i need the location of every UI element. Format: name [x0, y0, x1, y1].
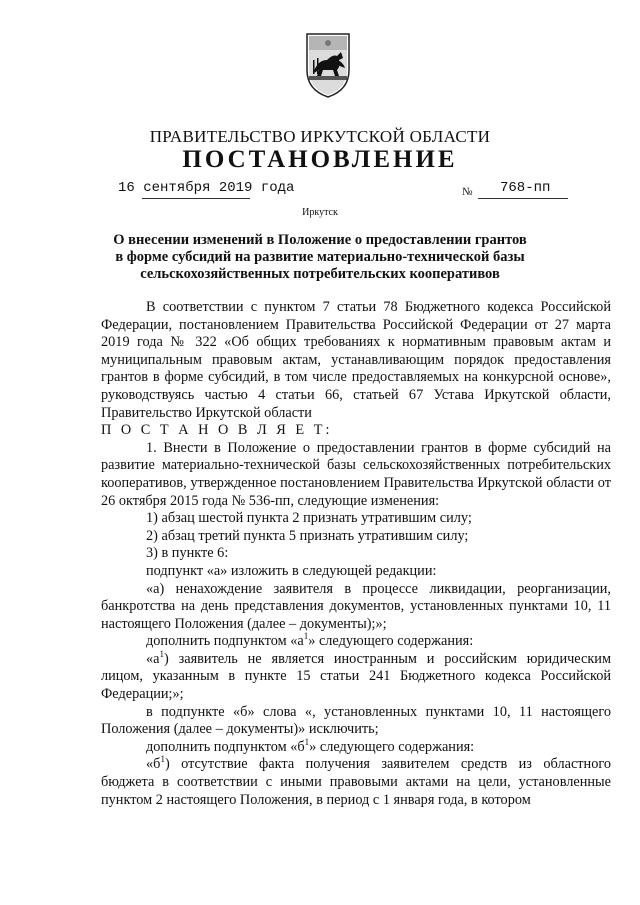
document-date: 16 сентября 2019 года: [118, 180, 295, 196]
city: Иркутск: [302, 207, 338, 218]
date-underline: [142, 198, 250, 199]
preamble-paragraph: В соответствии с пунктом 7 статьи 78 Бюджетного кодекса Российской Федерации, постановлением Правительства Российской Федерации от 27 марта 2019 года № 322 «Об общих требованиях к нормативным правовым актам и муниципальным правовым актам, устанавливающим порядок предоставления грантов в форме субсидий, в том числе предоставляемых на конкурсной основе», руководствуясь частью 4 статьи 66, статьей 67 Устава Иркутской области, Правительство Иркутской области: [101, 299, 611, 421]
subparagraph-a1-text: «$а^1$) заявитель не является иностранным и российским юридическим лицом, указанным в пункте 15 статьи 241 Бюджетного кодекса Российской Федерации;»;: [101, 649, 611, 703]
resolves-heading: П О С Т А Н О В Л Я Е Т:: [101, 422, 333, 439]
subparagraph-b1-text: «$б^1$) отсутствие факта получения заявителем средств из областного бюджета в соответствии с иными правовыми актами на цели, установленные пунктом 2 настоящего Положения, в период с 1 января года, в котором: [101, 754, 611, 808]
sub-item-2: 2) абзац третий пункта 5 признать утратившим силу;: [146, 527, 469, 544]
subparagraph-a-intro: подпункт «а» изложить в следующей редакции:: [146, 562, 437, 579]
subparagraph-a-text: «а) ненахождение заявителя в процессе ликвидации, реорганизации, банкротства на день представления документов, установленных пунктами 10, 11 настоящего Положения (далее – документы);»;: [101, 580, 611, 632]
document-title: О внесении изменений в Положение о предоставлении грантов в форме субсидий на развитие материально-технической базы сельскохозяйственных потребительских кооперативов: [113, 232, 527, 282]
subparagraph-b1-intro: дополнить подпунктом «$б^1$» следующего содержания:: [146, 737, 475, 755]
sub-item-3: 3) в пункте 6:: [146, 545, 229, 562]
number-underline: [478, 198, 568, 199]
item-1-paragraph: 1. Внести в Положение о предоставлении грантов в форме субсидий на развитие материально-технической базы сельскохозяйственных потребительских кооперативов, утвержденное постановлением Правительства Иркутской области от 26 октября 2015 года № 536-пп, следующие изменения:: [101, 439, 611, 509]
subparagraph-a1-intro: дополнить подпунктом «$а^1$» следующего содержания:: [146, 631, 474, 650]
number-label: №: [462, 186, 473, 198]
document-type: ПОСТАНОВЛЕНИЕ: [182, 146, 458, 173]
sub-item-1: 1) абзац шестой пункта 2 признать утратившим силу;: [146, 510, 472, 527]
coat-of-arms-icon: [303, 30, 353, 100]
organization-name: ПРАВИТЕЛЬСТВО ИРКУТСКОЙ ОБЛАСТИ: [149, 127, 491, 146]
subparagraph-b-text: в подпункте «б» слова «, установленных пунктами 10, 11 настоящего Положения (далее – документы)» исключить;: [101, 703, 611, 738]
document-body: [101, 299, 611, 809]
document-number: 768-пп: [500, 180, 551, 196]
